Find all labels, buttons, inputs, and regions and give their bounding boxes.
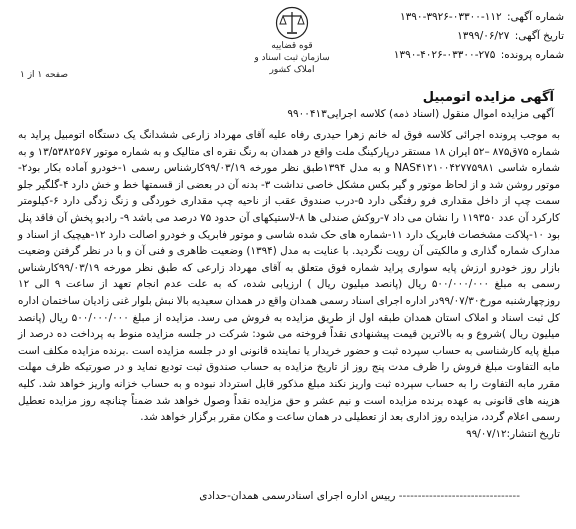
- signature-dash: ‐‐‐‐‐‐‐‐‐‐‐‐‐‐‐‐‐‐‐‐‐‐‐‐‐‐‐‐‐‐‐‐: [398, 490, 520, 502]
- notice-body: [18, 127, 560, 442]
- emblem-caption-judiciary: قوه قضاییه: [271, 41, 313, 51]
- notice-date-value: ۱۳۹۹/۰۶/۲۷: [457, 30, 510, 42]
- notice-number-value: ۱۳۹۰-۳۹۲۶-۰۳۳۰۰-۱۱۲: [400, 11, 502, 23]
- notice-body-text: به موجب پرونده اجرائی کلاسه فوق له خانم زهرا حیدری رفاه علیه آقای مهرداد زارعی ششدانگ یک دستگاه اتومبیل پراید به شماره ۷۵ق۸۷۵ –۵۲ ایران ۱۸ مستقر درپارکینگ ملت واقع در همدان به رنگ نقره ای متالیک و به شماره موتور ۱۳/۵۳۸۲۵۶۷ و به شماره شاسی NAS۴۱۲۱۰۰۴۲۷۷۵۹۸۱ و به مدل ۱۳۹۴طبق نظر مورخه ۹۹/۰۳/۱۹کارشناس رسمی ۱-خودرو آماده بکار بود۲-موتور روشن شد و از لحاظ موتور و گیر بکس مشکل خاصی نداشت ۳- بدنه آن در بعضی از قسمتها خط و خش دارد ۴-گلگیر جلو سمت چپ از داخل مقداری فرو رفتگی دارد ۵-درب صندوق عقب از ناحیه چپ مقداری خوردگی و زنگ زدگی دارد ۶-کیلومتر کارکرد آن عدد ۱۱۹۳۵۰ را نشان می داد ۷-روکش صندلی ها ۸-لاستیکهای آن حدود ۷۵ درصد می باشد ۹- رادیو پخش آن فاقد پنل بود ۱۰-پلاکت مشخصات فابریک دارد ۱۱-شماره های حک شده شاسی و موتور فابریک و خودرو اصالت دارد ۱۲-هیچیک از اسناد و مدارک شماره گذاری و مالکیتی آن رویت نگردید. با عنایت به مدل (۱۳۹۴) وضعیت ظاهری و فنی آن و با در نظر گرفتن وضعیت بازار روز خودرو ارزش پایه سواری پراید شماره فوق متعلق به آقای مهرداد زارعی که طبق نظر مورخه ۹۹/۰۳/۱۹کارشناس رسمی به مبلغ ۵۰۰/۰۰۰/۰۰۰ ریال (پانصد میلیون ریال ) ارزیابی شده، که به علت عدم انجام تعهد از ساعت ۹ الی ۱۲ روزچهارشنبه مورخ۹۹/۰۷/۳۰در اداره اجرای اسناد رسمی همدان واقع در همدان سعیدیه بالا نبش بلوار غنی زادیان ساختمان اداره کل ثبت اسناد و املاک استان همدان طبقه اول از طریق مزایده به فروش می رسد. مزایده از مبلغ ۵۰۰/۰۰۰/۰۰۰ ریال (پانصد میلیون ریال )شروع و به بالاترین قیمت پیشنهادی نقداً فروخته می شود: شرکت در جلسه مزایده منوط به پرداخت ده درصد از مبلغ پایه کارشناسی به حساب سپرده ثبت و حضور خریدار یا نماینده قانونی او در جلسه مزایده است .برنده مزایده مکلف است مابه التفاوت مبلغ فروش را ظرف مدت پنج روز از تاریخ مزایده به حساب صندوق ثبت تودیع نماید و در صورتیکه ظرف مهلت مقرر مابه التفاوت را به حساب سپرده ثبت واریز نکند مبلغ مذکور قابل استرداد نبوده و به حساب خزانه واریز خواهد شد. کلیه هزینه های قانونی به عهده برنده مزایده است و نیم عشر و حق مزایده نقداً وصول خواهد شد ضمناً چنانچه روز مزایده تعطیل رسمی اعلام گردد، مزایده روز اداری بعد از تعطیلی در همان ساعت و مکان مقرر برگزار خواهد شد.: [18, 129, 561, 424]
- page-number: صفحه ۱ از ۱: [20, 70, 68, 80]
- scales-of-justice-icon: [275, 6, 309, 40]
- case-number-line: [324, 46, 564, 65]
- reference-block: [324, 8, 564, 65]
- case-number-value: ۱۳۹۰-۴۰۲۶-۰۳۳۰۰-۲۷۵: [393, 49, 496, 61]
- notice-number-label: شماره آگهی:: [506, 11, 564, 23]
- notice-date-line: [324, 27, 564, 46]
- signature-line: [199, 490, 520, 502]
- emblem-caption-registry: سازمان ثبت اسناد و املاک کشور: [254, 53, 330, 75]
- judiciary-emblem: [244, 6, 340, 76]
- notice-date-label: تاریخ آگهی:: [514, 30, 564, 42]
- case-number-label: شماره پرونده:: [500, 49, 564, 61]
- notice-subtitle: آگهی مزایده اموال منقول (اسناد ذمه) کلاسه اجرایی۹۹۰۰۴۱۳: [287, 108, 554, 120]
- signature-text: رییس اداره اجرای اسنادرسمی همدان-حدادی: [199, 490, 396, 502]
- notice-title: آگهی مزایده اتومبیل: [422, 90, 554, 105]
- notice-number-line: [324, 8, 564, 27]
- publish-date: تاریخ انتشار:۹۹/۰۷/۱۲: [466, 427, 560, 440]
